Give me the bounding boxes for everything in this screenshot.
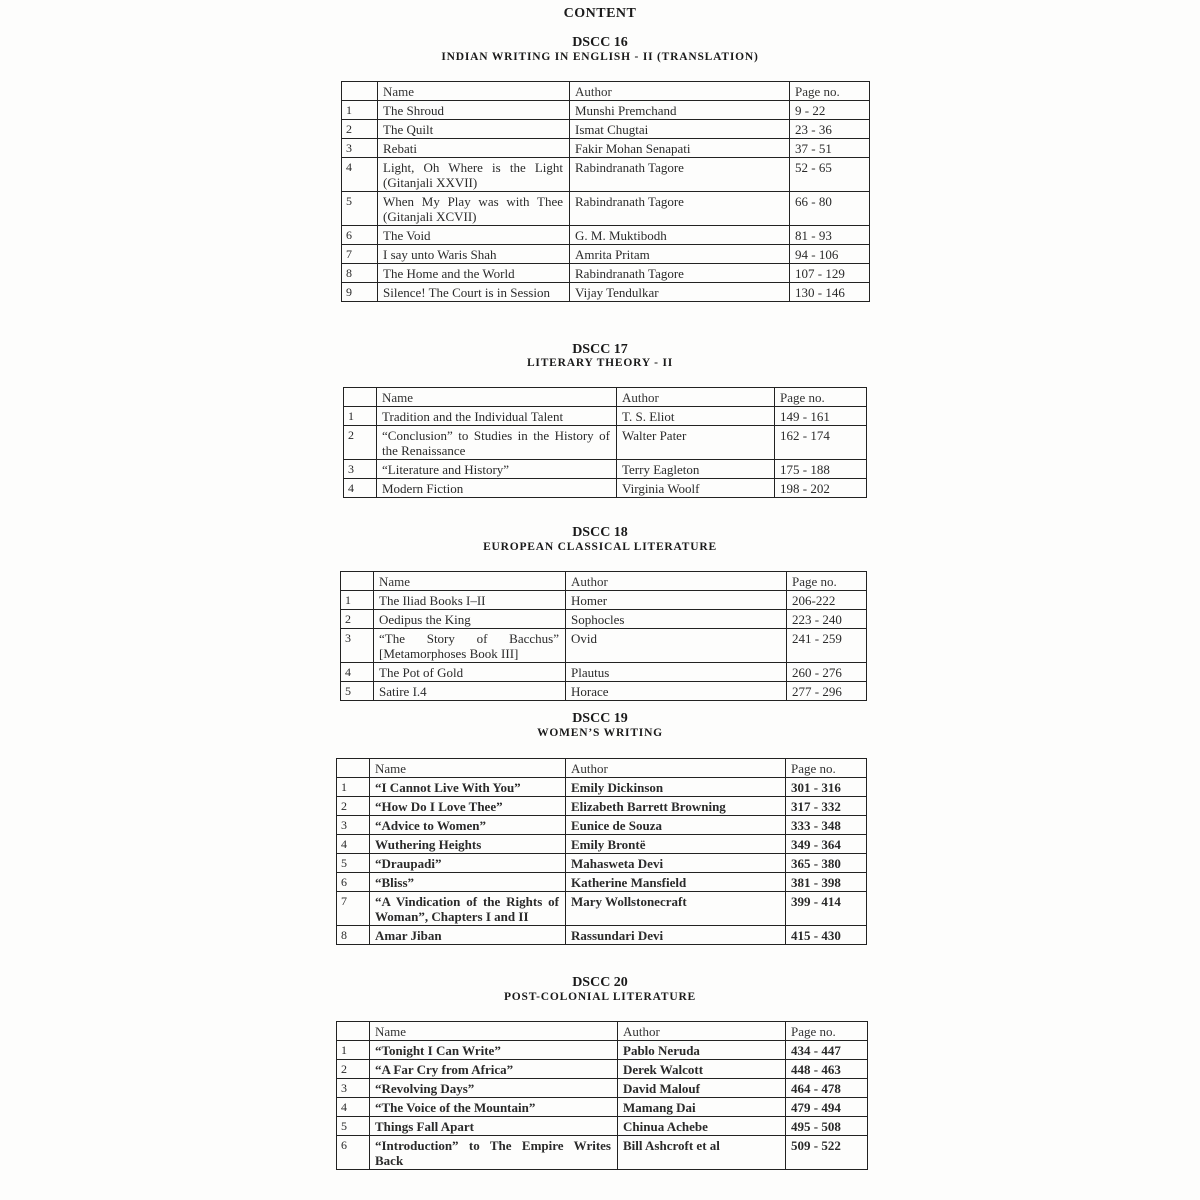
cell-name: “A Vindication of the Rights of Woman”, Chapters I and II [370,892,566,926]
cell-author: Terry Eagleton [617,460,775,479]
cell-no: 2 [342,120,378,139]
cell-author: Chinua Achebe [618,1117,786,1136]
cell-name: The Void [378,226,570,245]
cell-name: “Draupadi” [370,854,566,873]
cell-author: Mamang Dai [618,1098,786,1117]
table-row [342,245,870,264]
column-header-num [337,1022,370,1041]
column-header-pg: Page no. [786,1022,868,1041]
cell-no: 8 [342,264,378,283]
cell-pages: 223 - 240 [787,610,867,629]
table-row [341,629,867,663]
cell-author: Ovid [566,629,787,663]
cell-pages: 415 - 430 [786,926,867,945]
cell-author: Rabindranath Tagore [570,264,790,283]
cell-pages: 509 - 522 [786,1136,868,1170]
table-row [337,873,867,892]
cell-pages: 399 - 414 [786,892,867,926]
cell-name: Modern Fiction [377,479,617,498]
cell-pages: 206-222 [787,591,867,610]
contents-table [340,571,867,701]
cell-pages: 317 - 332 [786,797,867,816]
cell-author: Amrita Pritam [570,245,790,264]
cell-author: Pablo Neruda [618,1041,786,1060]
section-title: EUROPEAN CLASSICAL LITERATURE [483,541,717,553]
section-code: DSCC 20 [572,975,628,990]
table-header-row [337,759,867,778]
cell-author: G. M. Muktibodh [570,226,790,245]
column-header-author: Author [566,759,786,778]
cell-pages: 9 - 22 [790,101,870,120]
cell-author: Rassundari Devi [566,926,786,945]
cell-pages: 37 - 51 [790,139,870,158]
cell-no: 9 [342,283,378,302]
cell-no: 1 [337,778,370,797]
cell-name: Wuthering Heights [370,835,566,854]
cell-no: 7 [337,892,370,926]
cell-pages: 107 - 129 [790,264,870,283]
cell-author: Plautus [566,663,787,682]
cell-name: “The Story of Bacchus” [Metamorphoses Book III] [374,629,566,663]
table-row [342,226,870,245]
cell-name: The Shroud [378,101,570,120]
table-row [337,1117,868,1136]
cell-author: Fakir Mohan Senapati [570,139,790,158]
cell-name: Tradition and the Individual Talent [377,407,617,426]
table-header-row [337,1022,868,1041]
cell-no: 3 [337,816,370,835]
cell-no: 3 [341,629,374,663]
table-row [337,892,867,926]
cell-no: 2 [344,426,377,460]
column-header-num [341,572,374,591]
cell-no: 4 [337,1098,370,1117]
column-header-name: Name [370,1022,618,1041]
cell-author: Emily Brontë [566,835,786,854]
cell-name: Amar Jiban [370,926,566,945]
table-row [337,1098,868,1117]
column-header-author: Author [566,572,787,591]
cell-pages: 365 - 380 [786,854,867,873]
table-row [344,426,867,460]
cell-pages: 479 - 494 [786,1098,868,1117]
cell-pages: 301 - 316 [786,778,867,797]
cell-name: “Bliss” [370,873,566,892]
table-row [342,283,870,302]
cell-no: 2 [341,610,374,629]
cell-author: Homer [566,591,787,610]
cell-author: David Malouf [618,1079,786,1098]
cell-name: Rebati [378,139,570,158]
column-header-num [344,388,377,407]
cell-pages: 23 - 36 [790,120,870,139]
section-title: INDIAN WRITING IN ENGLISH - II (TRANSLATION) [441,51,759,63]
contents-table [336,758,867,945]
cell-name: “I Cannot Live With You” [370,778,566,797]
table-row [344,460,867,479]
cell-pages: 448 - 463 [786,1060,868,1079]
cell-pages: 277 - 296 [787,682,867,701]
contents-table [343,387,867,498]
cell-no: 4 [341,663,374,682]
table-row [342,192,870,226]
page-title: CONTENT [563,6,637,21]
cell-author: Ismat Chugtai [570,120,790,139]
column-header-author: Author [618,1022,786,1041]
cell-no: 1 [344,407,377,426]
cell-author: Mahasweta Devi [566,854,786,873]
cell-no: 1 [337,1041,370,1060]
cell-author: Virginia Woolf [617,479,775,498]
cell-pages: 349 - 364 [786,835,867,854]
cell-name: The Home and the World [378,264,570,283]
cell-pages: 495 - 508 [786,1117,868,1136]
section-title: POST-COLONIAL LITERATURE [503,991,697,1003]
table-header-row [341,572,867,591]
cell-no: 6 [342,226,378,245]
table-row [342,158,870,192]
cell-pages: 260 - 276 [787,663,867,682]
column-header-num [337,759,370,778]
table-header-row [344,388,867,407]
column-header-name: Name [374,572,566,591]
cell-name: “A Far Cry from Africa” [370,1060,618,1079]
cell-no: 5 [342,192,378,226]
table-row [337,854,867,873]
column-header-author: Author [570,82,790,101]
column-header-name: Name [377,388,617,407]
cell-no: 1 [342,101,378,120]
table-row [341,610,867,629]
table-row [341,591,867,610]
cell-no: 2 [337,797,370,816]
cell-pages: 94 - 106 [790,245,870,264]
cell-name: Satire I.4 [374,682,566,701]
cell-name: The Pot of Gold [374,663,566,682]
cell-author: Eunice de Souza [566,816,786,835]
table-row [337,778,867,797]
table-row [337,1060,868,1079]
cell-author: Vijay Tendulkar [570,283,790,302]
table-row [341,682,867,701]
cell-no: 3 [337,1079,370,1098]
column-header-num [342,82,378,101]
cell-name: I say unto Waris Shah [378,245,570,264]
column-header-author: Author [617,388,775,407]
cell-author: Emily Dickinson [566,778,786,797]
cell-name: The Quilt [378,120,570,139]
cell-author: Horace [566,682,787,701]
column-header-pg: Page no. [786,759,867,778]
section-title: WOMEN’S WRITING [537,727,663,739]
cell-name: When My Play was with Thee (Gitanjali XCVII) [378,192,570,226]
cell-pages: 333 - 348 [786,816,867,835]
cell-no: 4 [344,479,377,498]
table-row [337,797,867,816]
cell-no: 1 [341,591,374,610]
cell-name: “The Voice of the Mountain” [370,1098,618,1117]
cell-author: Mary Wollstonecraft [566,892,786,926]
cell-name: Light, Oh Where is the Light (Gitanjali XXVII) [378,158,570,192]
cell-no: 5 [337,854,370,873]
cell-name: Oedipus the King [374,610,566,629]
cell-author: Elizabeth Barrett Browning [566,797,786,816]
cell-pages: 434 - 447 [786,1041,868,1060]
cell-author: T. S. Eliot [617,407,775,426]
cell-name: “Advice to Women” [370,816,566,835]
cell-no: 6 [337,873,370,892]
column-header-name: Name [378,82,570,101]
cell-no: 8 [337,926,370,945]
cell-author: Derek Walcott [618,1060,786,1079]
table-row [342,120,870,139]
section-code: DSCC 19 [572,711,628,726]
cell-name: Things Fall Apart [370,1117,618,1136]
cell-name: “Conclusion” to Studies in the History of the Renaissance [377,426,617,460]
cell-pages: 464 - 478 [786,1079,868,1098]
column-header-pg: Page no. [790,82,870,101]
cell-author: Walter Pater [617,426,775,460]
cell-pages: 381 - 398 [786,873,867,892]
table-row [337,816,867,835]
cell-pages: 162 - 174 [775,426,867,460]
cell-name: “How Do I Love Thee” [370,797,566,816]
table-row [337,1136,868,1170]
section-code: DSCC 17 [572,342,628,357]
table-row [341,663,867,682]
cell-no: 5 [337,1117,370,1136]
section-code: DSCC 18 [572,525,628,540]
cell-no: 4 [342,158,378,192]
cell-name: Silence! The Court is in Session [378,283,570,302]
cell-no: 4 [337,835,370,854]
cell-pages: 66 - 80 [790,192,870,226]
cell-name: “Literature and History” [377,460,617,479]
cell-no: 5 [341,682,374,701]
cell-pages: 241 - 259 [787,629,867,663]
cell-pages: 130 - 146 [790,283,870,302]
cell-author: Rabindranath Tagore [570,158,790,192]
cell-author: Katherine Mansfield [566,873,786,892]
table-row [337,1079,868,1098]
table-row [342,264,870,283]
table-row [344,407,867,426]
cell-author: Bill Ashcroft et al [618,1136,786,1170]
cell-pages: 198 - 202 [775,479,867,498]
table-row [342,139,870,158]
column-header-name: Name [370,759,566,778]
contents-table [341,81,870,302]
cell-author: Rabindranath Tagore [570,192,790,226]
table-header-row [342,82,870,101]
table-row [337,835,867,854]
cell-no: 6 [337,1136,370,1170]
cell-no: 3 [344,460,377,479]
cell-name: “Introduction” to The Empire Writes Back [370,1136,618,1170]
section-title: LITERARY THEORY - II [526,357,674,369]
table-row [342,101,870,120]
table-row [344,479,867,498]
cell-pages: 175 - 188 [775,460,867,479]
table-row [337,1041,868,1060]
cell-author: Munshi Premchand [570,101,790,120]
cell-no: 2 [337,1060,370,1079]
cell-pages: 81 - 93 [790,226,870,245]
cell-pages: 149 - 161 [775,407,867,426]
cell-author: Sophocles [566,610,787,629]
cell-name: The Iliad Books I–II [374,591,566,610]
table-row [337,926,867,945]
cell-no: 3 [342,139,378,158]
cell-no: 7 [342,245,378,264]
cell-name: “Revolving Days” [370,1079,618,1098]
cell-pages: 52 - 65 [790,158,870,192]
cell-name: “Tonight I Can Write” [370,1041,618,1060]
section-code: DSCC 16 [572,35,628,50]
column-header-pg: Page no. [775,388,867,407]
contents-table [336,1021,868,1170]
column-header-pg: Page no. [787,572,867,591]
